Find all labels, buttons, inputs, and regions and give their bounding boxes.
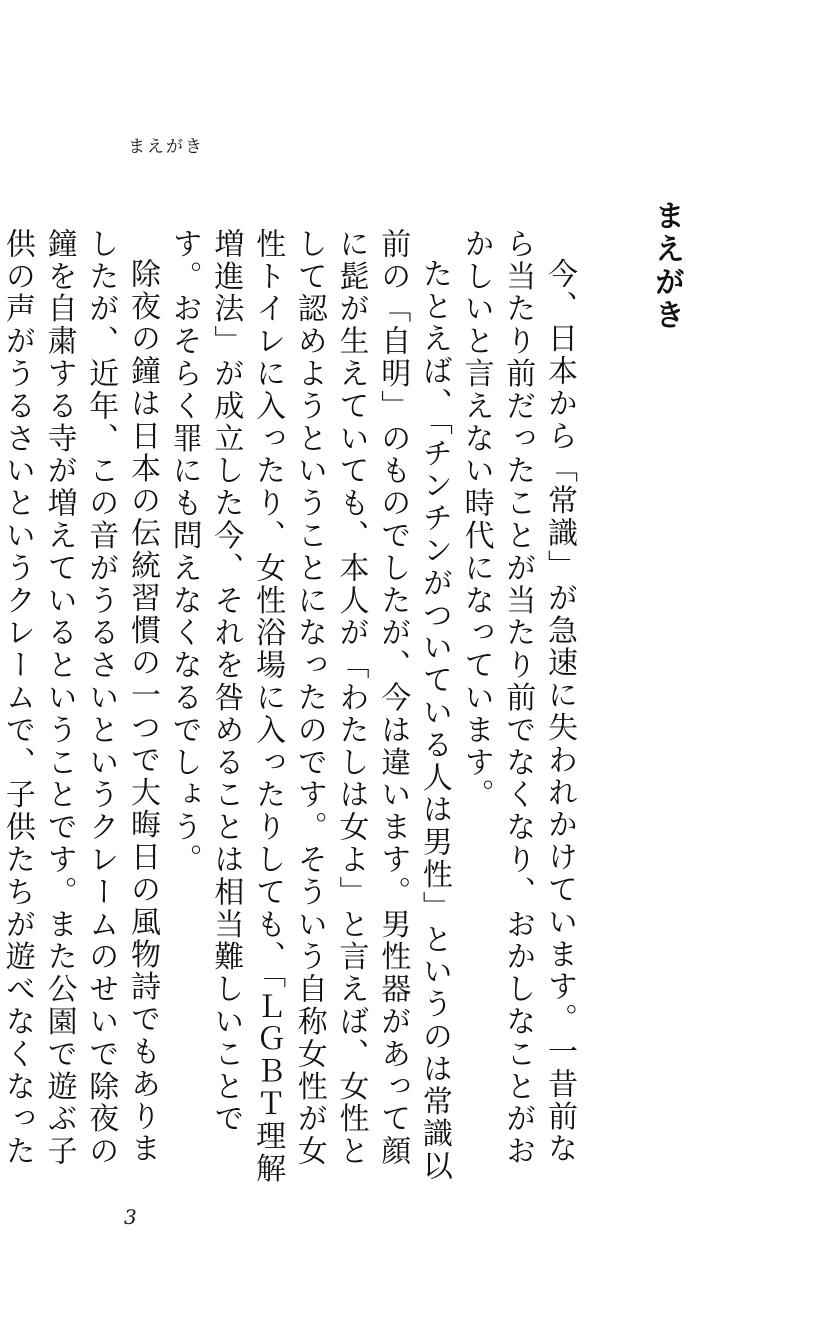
running-head: まえがき	[128, 137, 204, 157]
paragraph-2: たとえば、「チンチンがついている人は男性」というのは常識以前の「自明」のものでしたが、今は違います。男性器があって顔に髭が生えていても、本人が「わたしは女よ」と言えば、女性として認めようということになったのです。そういう自称女性が女性トイレに入ったり、女性浴場に入ったりしても、「ＬＧＢＴ理解増進法」が成立した今、それを咎めることは相当難しいことです。おそらく罪にも問えなくなるでしょう。	[166, 228, 452, 1185]
body-text	[0, 228, 580, 1188]
paragraph-3: 除夜の鐘は日本の伝統習慣の一つで大晦日の風物詩でもありましたが、近年、この音がうるさいというクレームのせいで除夜の鐘を自粛する寺が増えているということです。また公園で遊ぶ子供の声がうるさいというクレームで、子供たちが遊べなくなった	[0, 228, 160, 1168]
page-number: 3	[124, 1205, 137, 1229]
paragraph-1: 今、日本から「常識」が急速に失われかけています。一昔前なら当たり前だったことが当たり前でなくなり、おかしなことがおかしいと言えない時代になっています。	[458, 228, 577, 1168]
chapter-title: まえがき	[649, 200, 684, 332]
